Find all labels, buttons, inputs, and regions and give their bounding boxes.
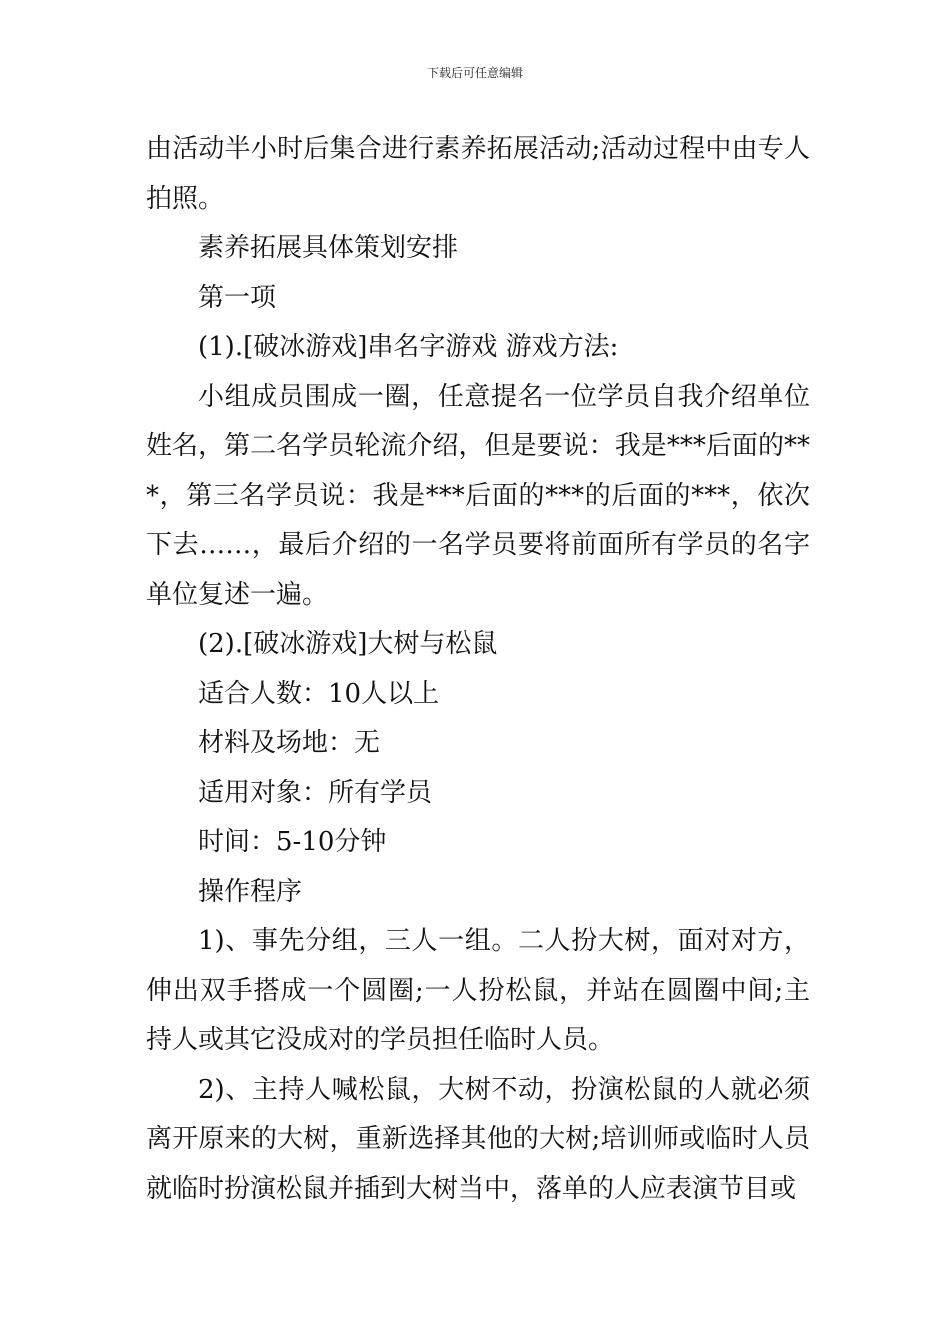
paragraph-name-chain-method: 小组成员围成一圈，任意提名一位学员自我介绍单位姓名，第二名学员轮流介绍，但是要说：我是***后面的***，第三名学员说：我是***后面的***的后面的***，依次下去……，最后介绍的一名学员要将前面所有学员的名字单位复述一遍。: [146, 381, 810, 610]
document-body: [146, 125, 810, 1214]
info-duration: 时间：5-10分钟: [198, 827, 387, 857]
paragraph-intro-continued: 由活动半小时后集合进行素养拓展活动;活动过程中由专人拍照。: [146, 134, 810, 214]
item-heading-first: 第一项: [198, 282, 277, 313]
procedure-step-2: 2)、主持人喊松鼠，大树不动，扮演松鼠的人就必须离开原来的大树，重新选择其他的大树;培训师或临时人员就临时扮演松鼠并插到大树当中，落单的人应表演节目或: [146, 1074, 810, 1204]
game-title-name-chain: (1).[破冰游戏]串名字游戏 游戏方法:: [198, 332, 619, 362]
game-title-tree-squirrel: (2).[破冰游戏]大树与松鼠: [198, 629, 498, 659]
page-header: 下载后可任意编辑: [426, 66, 523, 80]
section-heading-plan: 素养拓展具体策划安排: [198, 233, 459, 263]
info-materials: 材料及场地：无: [198, 728, 381, 758]
info-audience: 适用对象：所有学员: [198, 777, 433, 808]
procedure-step-1: 1)、事先分组，三人一组。二人扮大树，面对对方，伸出双手搭成一个圆圈;一人扮松鼠，并站在圆圈中间;主持人或其它没成对的学员担任临时人员。: [146, 926, 810, 1055]
procedure-heading: 操作程序: [198, 876, 303, 907]
info-participants: 适合人数：10人以上: [198, 678, 440, 709]
